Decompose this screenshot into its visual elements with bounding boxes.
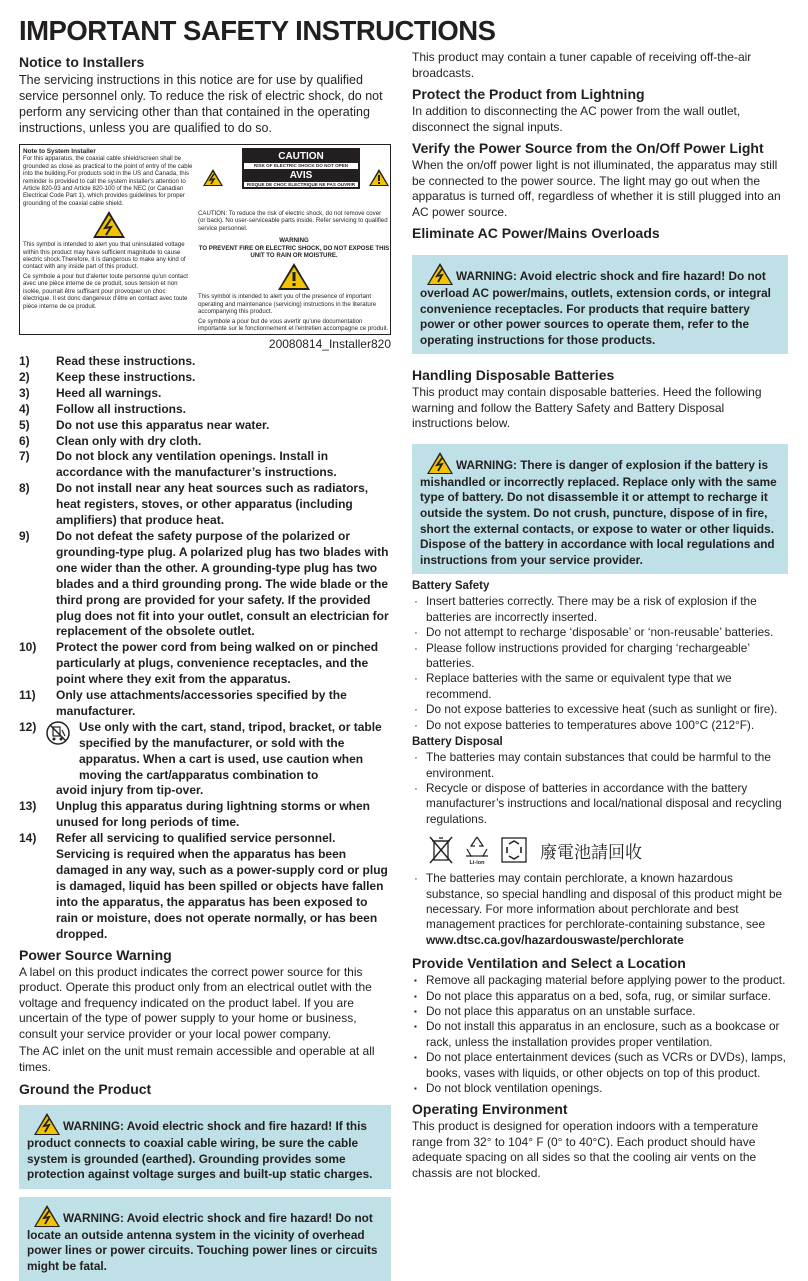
list-item: ▪ Remove all packaging material before applying power to the product. bbox=[412, 973, 788, 988]
warning-heading: WARNING bbox=[279, 237, 309, 245]
instruction-item: 13) Unplug this apparatus during lightning storms or when unused for long periods of time. bbox=[19, 799, 370, 830]
recycle-icon bbox=[500, 836, 528, 864]
antenna-warning-text: WARNING: Avoid electric shock and fire hazard! Do not locate an outside antenna system in the vicinity of overhead power lines or power circuits. Touching power lines or circuits might be fatal. bbox=[27, 1210, 378, 1273]
list-item: · Please follow instructions provided for charging ‘rechargeable’ batteries. bbox=[412, 641, 788, 672]
caution-label-subtext: RISK OF ELECTRIC SHOCK DO NOT OPEN bbox=[253, 163, 349, 168]
list-item: ▪ Do not install this apparatus in an enclosure, such as a bookcase or rack, unless the installation provides proper ventilation. bbox=[412, 1019, 788, 1050]
recycle-batteries-chinese-text: 廢電池請回收 bbox=[540, 842, 642, 862]
ground-heading: Ground the Product bbox=[19, 1081, 152, 1098]
tuner-text: This product may contain a tuner capable of receiving off-the-air broadcasts. bbox=[412, 50, 752, 80]
instruction-item: 9) Do not defeat the safety purpose of the polarized or grounding-type plug. A polarized plug has two blades with one wider than the other. A grounding-type plug has two blades and a third grounding prong. The wide blade or the third prong are provided for your safety. If the provided plug does not fit into your outlet, consult an electrician for replacement of the obsolete outlet. bbox=[19, 528, 389, 639]
battery-safety-heading: Battery Safety bbox=[412, 580, 490, 593]
voltage-warning-icon bbox=[202, 168, 224, 187]
exclamation-warning-icon bbox=[368, 168, 390, 187]
voltage-symbol-text-fr: Ce symbole a pour but d'alerter toute personne qu'un contact avec une pièce interne de ce produit, sous tension et non isolée, pourrait être suffisant pour provoquer un choc électrique. Il est donc dangereux d'être en contact avec toute pièce interne de ce produit. bbox=[23, 272, 188, 310]
ground-warning-box bbox=[19, 1105, 391, 1189]
power-source-text: A label on this product indicates the correct power source for this product. Operate this product only from an electrical outlet with the voltage and frequency indicated on the product label. If you are uncertain of the type of power supply to your home or business, consult your service provider or your local power company. bbox=[19, 964, 372, 1041]
warning-icon bbox=[426, 451, 454, 475]
important-symbol-text-fr: Ce symbole a pour but de vous avertir qu'une documentation importante sur le fonctionnement et l'entretien accompagne ce produit. bbox=[198, 317, 389, 333]
instruction-item: 11) Only use attachments/accessories specified by the manufacturer. bbox=[19, 688, 347, 718]
left-column bbox=[19, 50, 391, 1281]
instruction-item: 10) Protect the power cord from being walked on or pinched particularly at plugs, convenience receptacles, and the point where they exit from the apparatus. bbox=[19, 640, 379, 687]
document-number: 20080814_Installer820 bbox=[268, 337, 391, 351]
page-title: IMPORTANT SAFETY INSTRUCTIONS bbox=[19, 15, 496, 46]
warning-text: TO PREVENT FIRE OR ELECTRIC SHOCK, DO NOT EXPOSE THIS UNIT TO RAIN OR MOISTURE. bbox=[198, 244, 390, 260]
battery-disposal-list bbox=[412, 750, 788, 827]
perchlorate-list bbox=[412, 871, 788, 948]
avis-label-text: AVIS bbox=[244, 169, 358, 182]
ground-warning-text: WARNING: Avoid electric shock and fire hazard! If this product connects to coaxial cable wiring, be sure the cable system is grounded (earthed). Grounding provides some protection against voltage surges and built-up static charges. bbox=[27, 1119, 373, 1182]
instruction-item: 5) Do not use this apparatus near water. bbox=[19, 417, 270, 432]
exclamation-warning-icon bbox=[277, 262, 311, 291]
list-item: ▪ Do not block ventilation openings. bbox=[412, 1081, 788, 1096]
cart-tip-over-icon bbox=[46, 721, 70, 745]
liion-recycle-icon bbox=[462, 834, 492, 866]
verify-power-heading: Verify the Power Source from the On/Off Power Light bbox=[412, 140, 764, 156]
battery-disposal-heading: Battery Disposal bbox=[412, 736, 503, 749]
list-item: ▪ Do not place this apparatus on a bed, sofa, rug, or similar surface. bbox=[412, 989, 788, 1004]
battery-warning-text: WARNING: There is danger of explosion if the battery is mishandled or incorrectly replaced. Replace only with the same type of battery. Do not disassemble it or attempt to recharge it outside the system. Do not crush, puncture, dispose of in fire, short the external contacts, or expose to water or other liquids. Dispose of the battery in accordance with local regulations and instructions from your service provider. bbox=[420, 457, 777, 567]
lightning-text: In addition to disconnecting the AC power from the wall outlet, disconnect the signal inputs. bbox=[412, 104, 741, 134]
recycling-symbols bbox=[428, 833, 788, 867]
liion-label: Li-ion bbox=[469, 860, 485, 867]
installer-notice-box bbox=[19, 144, 391, 335]
warning-icon bbox=[426, 262, 454, 286]
list-item: · Insert batteries correctly. There may be a risk of explosion if the batteries are incorrectly inserted. bbox=[412, 594, 788, 625]
antenna-warning-box bbox=[19, 1197, 391, 1281]
overloads-warning-box bbox=[412, 255, 788, 354]
instruction-item: 3) Heed all warnings. bbox=[19, 385, 162, 400]
important-symbol-text-en: This symbol is intended to alert you of the presence of important operating and maintenance (servicing) instructions in the literature accompanying this product. bbox=[198, 293, 377, 316]
notice-installers-heading: Notice to Installers bbox=[19, 54, 145, 70]
battery-safety-list bbox=[412, 594, 788, 733]
caution-label bbox=[220, 148, 382, 206]
list-item: · Do not expose batteries to excessive heat (such as sunlight or fire). bbox=[412, 702, 788, 717]
voltage-warning-icon bbox=[92, 210, 126, 239]
power-source-text-2: The AC inlet on the unit must remain accessible and operable at all times. bbox=[19, 1044, 375, 1074]
caution-label-text: CAUTION bbox=[244, 150, 358, 163]
battery-warning-box bbox=[412, 444, 788, 575]
list-item: · Recycle or dispose of batteries in accordance with the battery manufacturer’s instructions and local/national disposal and recycling regulations. bbox=[412, 781, 788, 827]
installer-box-text: For this apparatus, the coaxial cable shield/screen shall be grounded as close as practical to the point of entry of the cable into the building.For products sold in the US and Canada, this reminder is provided to call the system installer's attention to Article 820-93 and Article 820-100 of the NEC (or Canadian Electrical Code Part 1), which provides guidelines for proper grounding of the coaxial cable shield. bbox=[23, 155, 193, 207]
instruction-item: 1) Read these instructions. bbox=[19, 354, 196, 368]
ventilation-heading: Provide Ventilation and Select a Location bbox=[412, 955, 686, 972]
environment-text: This product is designed for operation indoors with a temperature range from 32° to 104° F (0° to 40°C). Each product should have adequate spacing on all sides so that the cooling air vents on the chassis are not blocked. bbox=[412, 1119, 759, 1180]
list-item: · Replace batteries with the same or equivalent type that we recommend. bbox=[412, 671, 788, 702]
list-item: · Do not attempt to recharge ‘disposable’ or ‘non-reusable’ batteries. bbox=[412, 625, 788, 640]
instruction-item: 6) Clean only with dry cloth. bbox=[19, 433, 202, 448]
warning-icon bbox=[33, 1112, 61, 1136]
installer-box-title: Note to System Installer bbox=[23, 148, 96, 155]
notice-installers-text: The servicing instructions in this notice are for use by qualified service personnel only. To reduce the risk of electric shock, do not perform any servicing other than that contained in the operating instructions, unless you are qualified to do so. bbox=[19, 73, 383, 135]
list-item: ▪ Do not place entertainment devices (such as VCRs or DVDs), lamps, books, vases with liquids, or other objects on top of this product. bbox=[412, 1050, 788, 1081]
overloads-heading: Eliminate AC Power/Mains Overloads bbox=[412, 225, 660, 241]
voltage-symbol-text-en: This symbol is intended to alert you that uninsulated voltage within this product may have sufficient magnitude to cause electric shock.Therefore, it is dangerous to make any kind of contact with any inside part of this product. bbox=[23, 241, 186, 271]
crossed-bin-icon bbox=[428, 834, 454, 866]
list-item: · The batteries may contain perchlorate, a known hazardous substance, so special handling and disposal of this product might be necessary. For more information about perchlorate and best management practices for perchlorate-containing substance, see www.dtsc.ca.gov/hazardouswaste/perchlorate bbox=[412, 871, 788, 948]
overloads-warning-text: WARNING: Avoid electric shock and fire hazard! Do not overload AC power/mains, outlets, extension cords, or integral convenience receptacles. For products that require battery power or other power sources to operate them, refer to the operating instructions for those products. bbox=[420, 269, 771, 347]
instruction-item: 8) Do not install near any heat sources such as radiators, heat registers, stoves, or other apparatus (including amplifiers) that produce heat. bbox=[19, 481, 369, 528]
caution-text: CAUTION: To reduce the risk of electric shock, do not remove cover (or back). No user-serviceable parts inside. Refer servicing to qualified service personnel. bbox=[198, 210, 388, 232]
verify-power-text: When the on/off power light is not illuminated, the apparatus may still be connected to the power source. The light may go out when the apparatus is turned off, regardless of whether it is still plugged into an AC power source. bbox=[412, 158, 781, 219]
list-item: · The batteries may contain substances that could be harmful to the environment. bbox=[412, 750, 788, 781]
warning-icon bbox=[33, 1204, 61, 1228]
perchlorate-link[interactable]: www.dtsc.ca.gov/hazardouswaste/perchlorate bbox=[426, 932, 684, 947]
instruction-item: 4) Follow all instructions. bbox=[19, 401, 187, 416]
list-item: · Do not expose batteries to temperatures above 100°C (212°F). bbox=[412, 718, 788, 733]
environment-heading: Operating Environment bbox=[412, 1101, 568, 1118]
instruction-item: 12) Use only with the cart, stand, tripod, bracket, or table specified by the manufacturer, or sold with the apparatus. When a cart is used, use caution when moving the cart/apparatus combination to avoid injury from tip-over. bbox=[19, 719, 382, 798]
instruction-item: 7) Do not block any ventilation openings. Install in accordance with the manufacturer’s instructions. bbox=[19, 449, 337, 480]
ventilation-list bbox=[412, 973, 788, 1096]
batteries-text: This product may contain disposable batteries. Heed the following warning and follow the Battery Safety and Battery Disposal instructions below. bbox=[412, 385, 762, 431]
batteries-heading: Handling Disposable Batteries bbox=[412, 367, 615, 384]
instruction-item: 14) Refer all servicing to qualified service personnel. Servicing is required when the apparatus has been damaged in any way, such as a power-supply cord or plug is damaged, liquid has been spilled or objects have fallen into the apparatus, the apparatus has been exposed to rain or moisture, does not operate normally, or has been dropped. bbox=[19, 831, 388, 941]
right-column bbox=[412, 50, 788, 1181]
instruction-item: 2) Keep these instructions. bbox=[19, 369, 196, 384]
avis-label-subtext: RISQUE DE CHOC ÉLECTRIQUE NE PAS OUVRIR bbox=[246, 181, 356, 187]
list-item: ▪ Do not place this apparatus on an unstable surface. bbox=[412, 1004, 788, 1019]
lightning-heading: Protect the Product from Lightning bbox=[412, 86, 645, 102]
instructions-list bbox=[19, 354, 391, 943]
power-source-heading: Power Source Warning bbox=[19, 946, 172, 963]
